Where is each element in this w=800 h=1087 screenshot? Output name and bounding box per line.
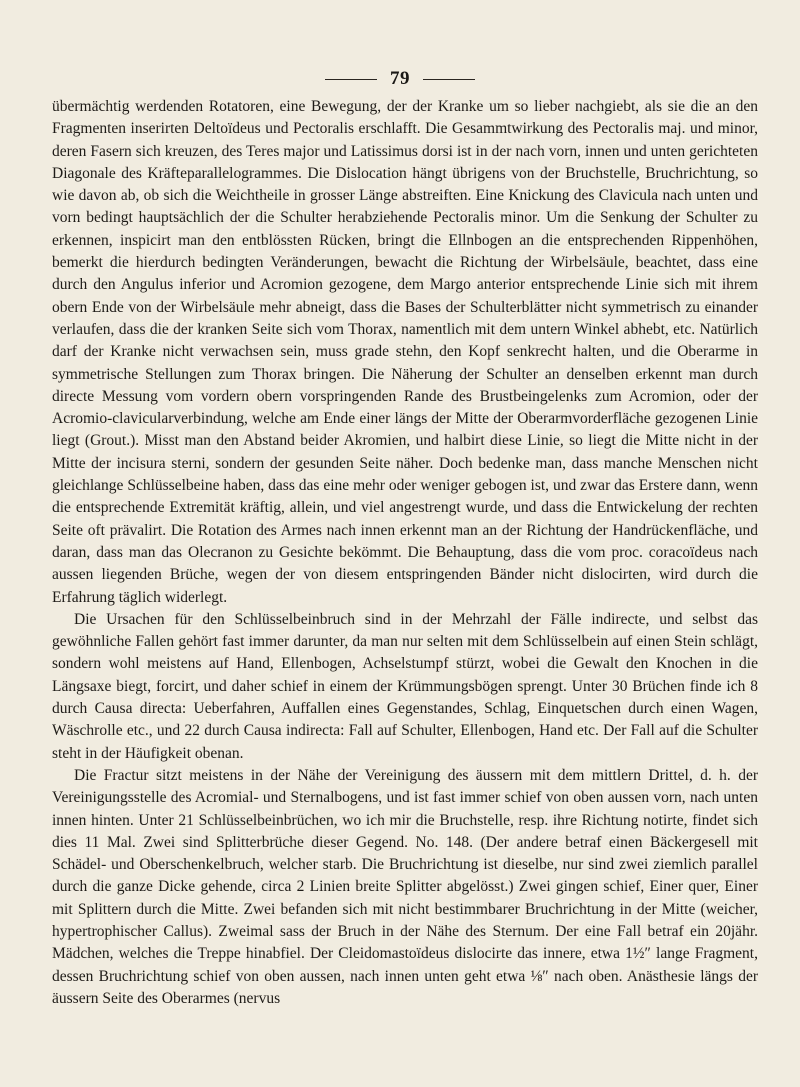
paragraph-1: übermächtig werdenden Rotatoren, eine Bewegung, der der Kranke um so lieber nachgiebt, als sie die an den Fragmenten inserirten Deltoïdeus und Pectoralis erschlafft. Die Gesammtwirkung des Pectoralis maj. und minor, deren Fasern sich kreuzen, des Teres major und Latissimus dorsi ist in der nach vorn, innen und unten gerichteten Diagonale des Kräfteparallelogrammes. Die Dislocation hängt übrigens von der Bruchstelle, Bruchrichtung, so wie davon ab, ob sich die Weichtheile in grosser Länge abstreiften. Eine Knickung des Clavicula nach unten und vorn bedingt hauptsächlich der die Schulter herabziehende Pectoralis minor. Um die Senkung der Schulter zu erkennen, inspicirt man den entblössten Rücken, bringt die Ellnbogen an die entsprechenden Rippenhöhen, bemerkt die hierdurch bedingten Veränderungen, bewacht die Richtung der Wirbelsäule, beachtet, dass eine durch den Angulus inferior und Acromion gezogene, dem Margo anterior entsprechende Linie sich mit ihrem obern Ende von der Wirbelsäule mehr abneigt, dass die Bases der Schulterblätter nicht symmetrisch zu einander verlaufen, dass die der kranken Seite sich vom Thorax, namentlich mit dem untern Winkel abhebt, etc. Natürlich darf der Kranke nicht verwachsen sein, muss grade stehn, den Kopf senkrecht halten, und die Oberarme in symmetrische Stellungen zum Thorax bringen. Die Näherung der Schulter an denselben erkennt man durch directe Messung vom vordern obern vorspringenden Rande des Brustbeingelenks zum Acromion, oder der Acromio-clavicularverbindung, welche am Ende einer längs der Mitte der Oberarmvorderfläche gezogenen Linie liegt (Grout.). Misst man den Abstand beider Akromien, und halbirt diese Linie, so liegt die Mitte nicht in der Mitte der incisura sterni, sondern der gesunden Seite näher. Doch bedenke man, dass manche Menschen nicht gleichlange Schlüsselbeine haben, dass das eine mehr oder weniger gebogen ist, und zwar das Erstere dann, wenn die entsprechende Extremität kräftig, allein, und viel angestrengt wurde, und dass die Entwickelung der rechten Seite oft prävalirt. Die Rotation des Armes nach innen erkennt man an der Richtung der Handrückenfläche, und daran, dass man das Olecranon zu Gesichte bekömmt. Die Behauptung, dass die vom proc. coracoïdeus nach aussen liegenden Brüche, wegen der von diesem entspringenden Bänder nicht dislocirten, wird durch die Erfahrung täglich widerlegt. xyxy=(52,98,758,606)
body-text xyxy=(52,96,758,1010)
paragraph-3: Die Fractur sitzt meistens in der Nähe der Vereinigung des äussern mit dem mittlern Drittel, d. h. der Vereinigungsstelle des Acromial- und Sternalbogens, und ist fast immer schief von oben aussen vorn, nach unten innen hinten. Unter 21 Schlüsselbeinbrüchen, wo ich mir die Bruchstelle, resp. ihre Richtung notirte, findet sich dies 11 Mal. Zwei sind Splitterbrüche dieser Gegend. No. 148. (Der andere betraf einen Bäckergesell mit Schädel- und Oberschenkelbruch, welcher starb. Die Bruchrichtung ist dieselbe, nur sind zwei ziemlich parallel durch die ganze Dicke gehende, circa 2 Linien breite Splitter abgelösst.) Zwei gingen schief, Einer quer, Einer mit Splittern durch die Mitte. Zwei befanden sich mit nicht bestimmbarer Bruchrichtung in der Mitte (weicher, hypertrophischer Callus). Zweimal sass der Bruch in der Nähe des Sternum. Der eine Fall betraf ein 20jähr. Mädchen, welches die Treppe hinabfiel. Der Cleidomastoïdeus dislocirte das innere, etwa 1½″ lange Fragment, dessen Bruchrichtung schief von oben aussen, nach innen unten geht etwa ⅛″ nach oben. Anästhesie längs der äussern Seite des Oberarmes (nervus xyxy=(52,766,758,1007)
header-rule-left xyxy=(325,79,377,80)
page-number: 79 xyxy=(390,68,410,89)
paragraph-2: Die Ursachen für den Schlüsselbeinbruch sind in der Mehrzahl der Fälle indirecte, und selbst das gewöhnliche Fallen gehört fast immer darunter, da man nur selten mit dem Schlüsselbein auf einen Stein schlägt, sondern wohl meistens auf Hand, Ellenbogen, Achselstumpf stürzt, wobei die Gewalt den Knochen in die Längsaxe biegt, forcirt, und daher schief in einem der Krümmungsbögen sprengt. Unter 30 Brüchen finde ich 8 durch Causa directa: Ueberfahren, Auffallen eines Gegenstandes, Schlag, Einquetschen durch einen Wagen, Wäschrolle etc., und 22 durch Causa indirecta: Fall auf Schulter, Ellenbogen, Hand etc. Der Fall auf die Schulter steht in der Häufigkeit obenan. xyxy=(52,610,758,762)
header-rule-right xyxy=(423,79,475,80)
page-header xyxy=(0,68,800,90)
